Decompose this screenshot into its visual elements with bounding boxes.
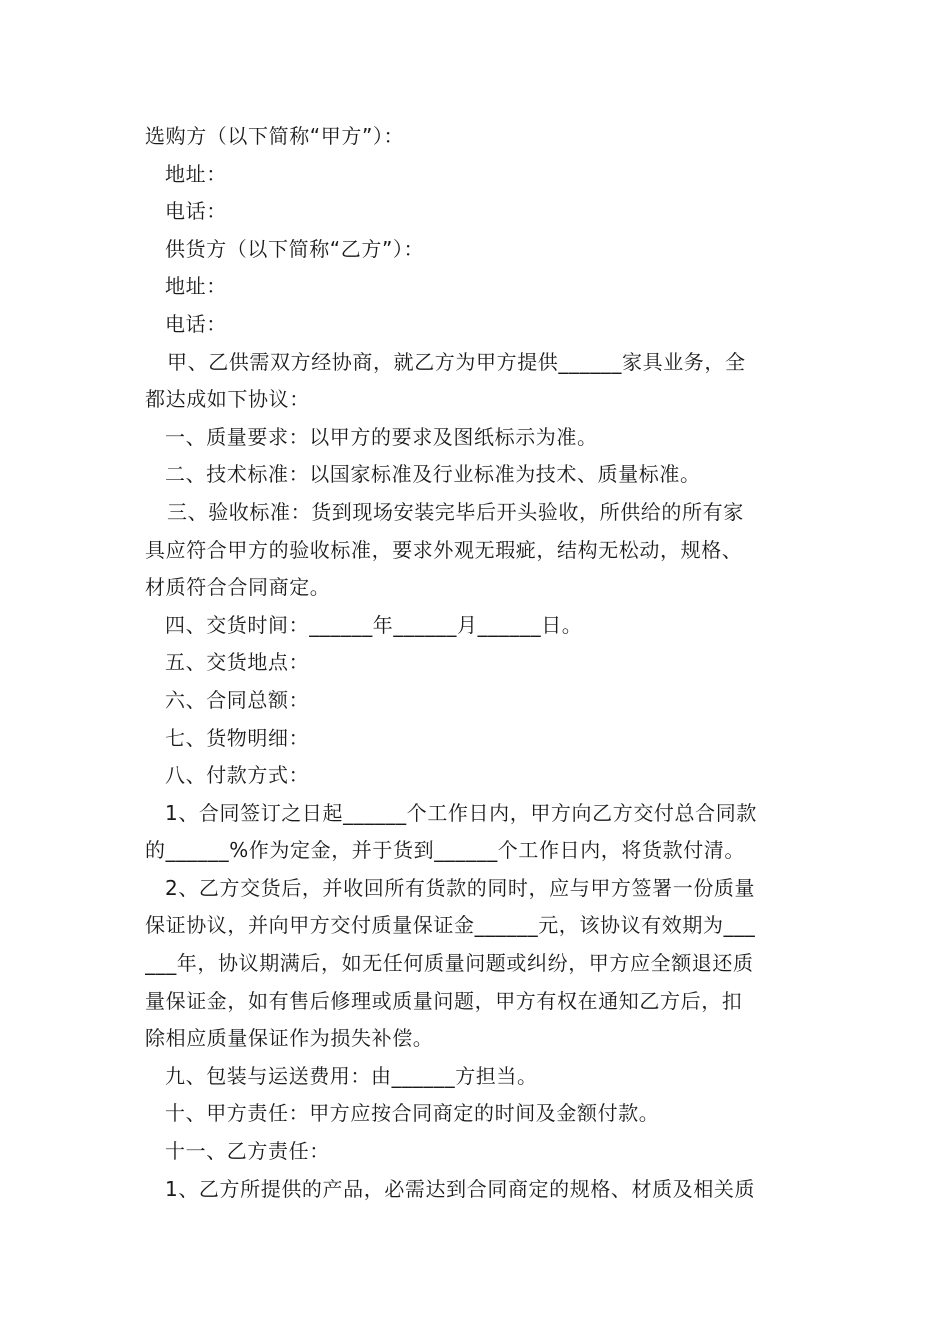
text-line: 三、验收标准：货到现场安装完毕后开头验收，所供给的所有家: [167, 499, 744, 524]
text-line: 除相应质量保证作为损失补偿。: [145, 1026, 434, 1051]
text-line: 九、包装与运送费用：由______方担当。: [165, 1063, 538, 1088]
document-body: [145, 118, 810, 1208]
text-line: 都达成如下协议：: [145, 387, 310, 412]
text-line: 的______%作为定金，并于货到______个工作日内，将货款付清。: [145, 838, 746, 863]
text-line: 二、技术标准：以国家标准及行业标准为技术、质量标准。: [165, 462, 701, 487]
text-line: 五、交货地点：: [165, 650, 310, 675]
text-line: ___年，协议期满后，如无任何质量问题或纠纷，甲方应全额退还质: [145, 951, 754, 976]
text-line: 七、货物明细：: [165, 725, 310, 750]
text-line: 1、合同签订之日起______个工作日内，甲方向乙方交付总合同款: [165, 800, 757, 825]
text-line: 具应符合甲方的验收标准，要求外观无瑕疵，结构无松动，规格、: [145, 537, 743, 562]
text-line: 量保证金，如有售后修理或质量问题，甲方有权在通知乙方后，扣: [145, 988, 743, 1013]
text-line: 六、合同总额：: [165, 687, 310, 712]
text-line: 地址：: [165, 274, 227, 299]
text-line: 1、乙方所提供的产品，必需达到合同商定的规格、材质及相关质: [165, 1176, 756, 1201]
text-line: 十一、乙方责任：: [165, 1139, 330, 1164]
text-line: 八、付款方式：: [165, 763, 310, 788]
text-line: 保证协议，并向甲方交付质量保证金______元，该协议有效期为___: [145, 913, 756, 938]
text-line: 选购方（以下简称“甲方”）：: [145, 124, 405, 148]
text-line: 2、乙方交货后，并收回所有货款的同时，应与甲方签署一份质量: [165, 875, 756, 900]
text-line: 四、交货时间：______年______月______日。: [165, 612, 583, 637]
text-line: 甲、乙供需双方经协商，就乙方为甲方提供______家具业务，全: [167, 349, 746, 374]
text-line: 十、甲方责任：甲方应按合同商定的时间及金额付款。: [165, 1101, 660, 1126]
text-line: 一、质量要求：以甲方的要求及图纸标示为准。: [165, 424, 598, 449]
text-line: 供货方（以下简称“乙方”）：: [165, 236, 425, 261]
text-line: 地址：: [165, 161, 227, 186]
text-line: 电话：: [165, 311, 227, 336]
text-line: 材质符合合同商定。: [145, 575, 331, 600]
text-line: 电话：: [165, 199, 227, 224]
